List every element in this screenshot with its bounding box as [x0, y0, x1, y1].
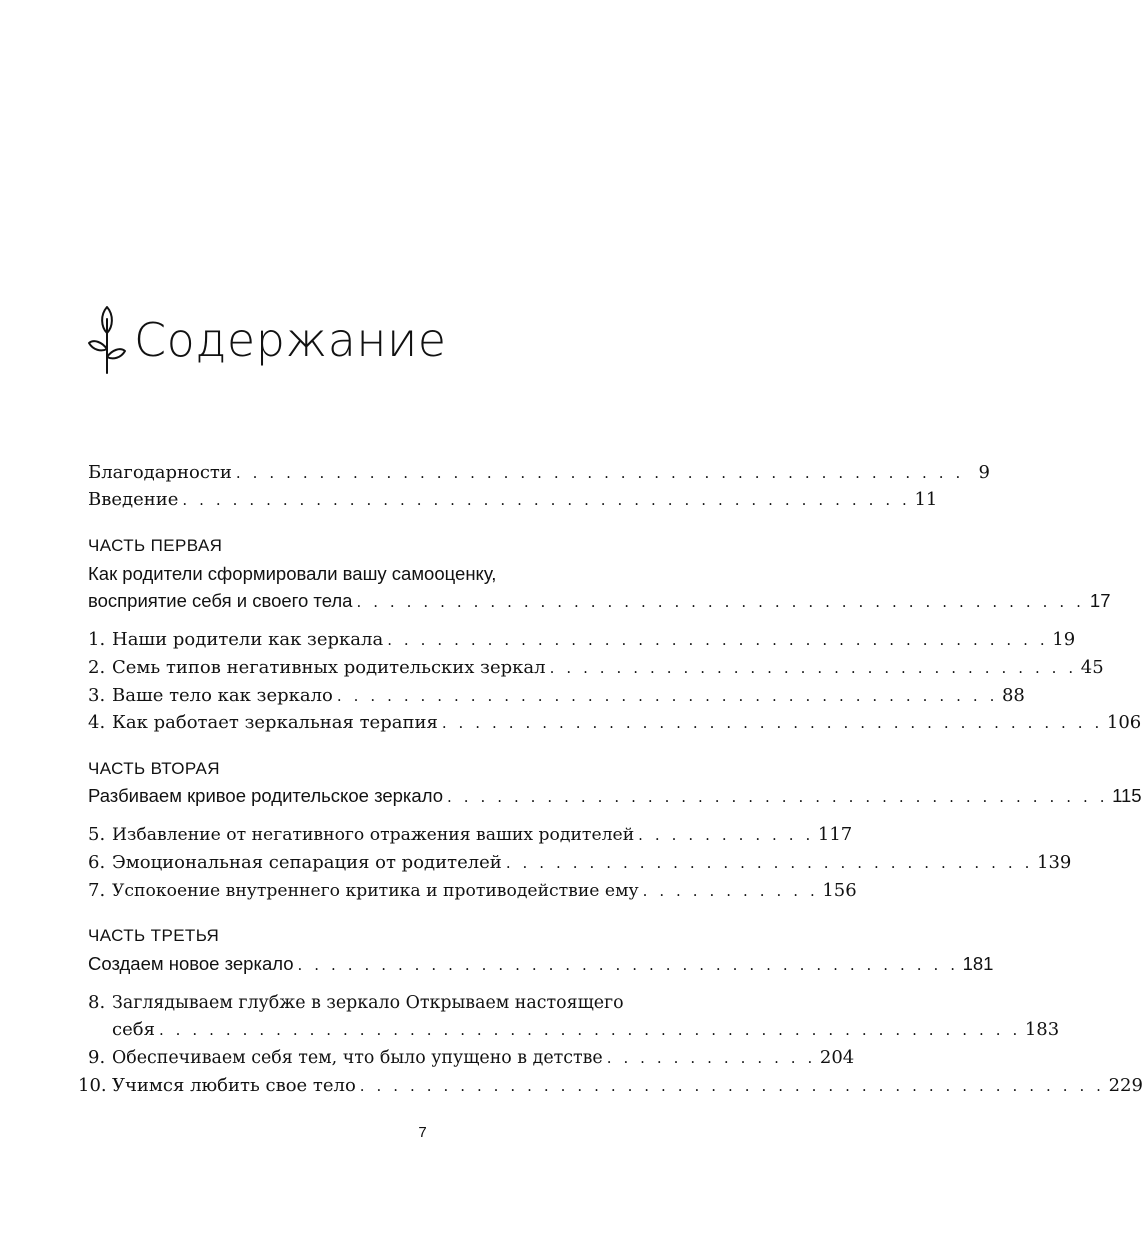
chapter-number: 7. [88, 880, 106, 901]
toc-entry-title: Разбиваем кривое родительское зеркало [88, 785, 443, 806]
dot-leader: . . . . . . . . . . . . . . . . . . . . . . . . . . . . . . . . . . . . . . . . [297, 956, 959, 974]
chapter-number: 3. [88, 685, 106, 706]
toc-entry-title: восприятие себя и своего тела [88, 590, 353, 611]
dot-leader: . . . . . . . . . . . . . [606, 1049, 816, 1067]
part-label: ЧАСТЬ ВТОРАЯ [88, 759, 220, 778]
toc-page-number: 156 [822, 880, 857, 901]
chapter-number: 6. [88, 852, 106, 873]
leaf-sprig-icon [88, 305, 126, 375]
dot-leader: . . . . . . . . . . . . . . . . . . . . . . . . . . . . . . . . [505, 854, 1034, 872]
toc-entry-title: Как работает зеркальная терапия [112, 712, 438, 733]
toc-entry-title: Обеспечиваем себя тем, что было упущено в детстве [112, 1048, 603, 1068]
chapter-number: 10. [78, 1075, 107, 1096]
toc-entry-chapter-10[interactable] [78, 1073, 1143, 1099]
toc-entry-chapter-3[interactable] [88, 683, 1025, 709]
toc-page-number: 17 [1089, 590, 1111, 611]
toc-entry-chapter-5[interactable] [88, 822, 853, 848]
toc-entry-title: себя [112, 1019, 155, 1040]
toc-page-number: 117 [817, 824, 853, 845]
dot-leader: . . . . . . . . . . . . . . . . . . . . . . . . . . . . . . . . . . . . . . . . [336, 687, 998, 705]
dot-leader: . . . . . . . . . . . [642, 882, 819, 900]
toc-entry-title: Избавление от негативного отражения ваших родителей [112, 825, 635, 845]
toc-entry-title: Введение [88, 489, 179, 510]
chapter-number: 5. [88, 824, 106, 845]
toc-entry-chapter-9[interactable] [88, 1045, 855, 1071]
toc-entry-introduction[interactable] [88, 487, 938, 513]
toc-page-number: 181 [962, 953, 994, 974]
toc-entry-part-1[interactable] [88, 588, 1111, 614]
toc-page-number: 115 [1112, 785, 1142, 806]
toc-entry-chapter-6[interactable] [88, 850, 1072, 876]
toc-page-number: 88 [1001, 685, 1025, 706]
dot-leader: . . . . . . . . . . . . . . . . . . . . . . . . . . . . . . . . . . . . . . . . . . . . [235, 464, 964, 482]
part-label: ЧАСТЬ ПЕРВАЯ [88, 536, 223, 555]
dot-leader: . . . . . . . . . . . . . . . . . . . . . . . . . . . . . . . . . . . . . . . . [447, 788, 1109, 806]
toc-entry-title: Наши родители как зеркала [112, 629, 384, 650]
page-title: Содержание [134, 313, 447, 367]
toc-entry-chapter-1[interactable] [88, 627, 1076, 653]
dot-leader: . . . . . . . . . . . . . . . . . . . . . . . . . . . . . . . . . . . . . . . . [387, 631, 1049, 649]
toc-page-number: 139 [1037, 852, 1072, 873]
toc-entry-part-2[interactable] [88, 783, 1142, 809]
dot-leader: . . . . . . . . . . . . . . . . . . . . . . . . . . . . . . . . . . . . . . . . . . . . . [359, 1077, 1105, 1095]
chapter-number: 4. [88, 712, 106, 733]
toc-entry-title: Учимся любить свое тело [112, 1075, 356, 1096]
page-number: 7 [418, 1124, 427, 1141]
chapter-number: 9. [88, 1047, 106, 1068]
toc-entry-chapter-4[interactable] [88, 710, 1142, 736]
toc-page-number: 229 [1108, 1075, 1143, 1096]
toc-page-number: 204 [819, 1047, 855, 1068]
toc-entry-title: Эмоциональная сепарация от родителей [112, 852, 502, 873]
toc-page-number: 183 [1024, 1019, 1060, 1040]
toc-entry-title: Заглядываем глубже в зеркало Открываем настоящего [112, 993, 624, 1013]
toc-page-number: 9 [978, 462, 990, 483]
dot-leader: . . . . . . . . . . . . . . . . . . . . . . . . . . . . . . . . . . . . . . . . . . . . [182, 491, 911, 509]
toc-entry-title: Создаем новое зеркало [88, 953, 294, 974]
toc-page-number: 19 [1052, 629, 1076, 650]
part-label: ЧАСТЬ ТРЕТЬЯ [88, 926, 220, 945]
toc-entry-title: Семь типов негативных родительских зеркал [112, 657, 546, 678]
toc-page-number: 106 [1106, 712, 1142, 733]
toc-entry-part-3[interactable] [88, 951, 994, 977]
toc-entry-chapter-8-line1[interactable] [88, 990, 624, 1016]
dot-leader: . . . . . . . . . . . . . . . . . . . . . . . . . . . . . . . . . . . . . . . . [441, 714, 1103, 732]
dot-leader: . . . . . . . . . . . . . . . . . . . . . . . . . . . . . . . . . . . . . . . . . . . . [356, 593, 1085, 611]
toc-page-number: 11 [914, 489, 938, 510]
chapter-number: 2. [88, 657, 106, 678]
chapter-number: 8. [88, 992, 106, 1013]
toc-entry-chapter-2[interactable] [88, 655, 1104, 681]
dot-leader: . . . . . . . . . . . [638, 826, 814, 844]
toc-entry-chapter-7[interactable] [88, 878, 857, 904]
dot-leader: . . . . . . . . . . . . . . . . . . . . . . . . . . . . . . . . . . . . . . . . . . . . . . . . . . . . [158, 1021, 1021, 1039]
dot-leader: . . . . . . . . . . . . . . . . . . . . . . . . . . . . . . . . [549, 659, 1077, 677]
toc-entry-title: Успокоение внутреннего критика и противодействие ему [112, 881, 639, 901]
chapter-number: 1. [88, 629, 106, 650]
toc-entry-title: Благодарности [88, 462, 232, 483]
part-subtitle-line: Как родители сформировали вашу самооценку, [88, 563, 497, 584]
toc-page-number: 45 [1080, 657, 1104, 678]
toc-entry-chapter-8[interactable] [112, 1017, 1060, 1043]
toc-entry-title: Ваше тело как зеркало [112, 685, 333, 706]
toc-entry-acknowledgements[interactable] [88, 460, 990, 486]
contents-heading [88, 300, 447, 380]
